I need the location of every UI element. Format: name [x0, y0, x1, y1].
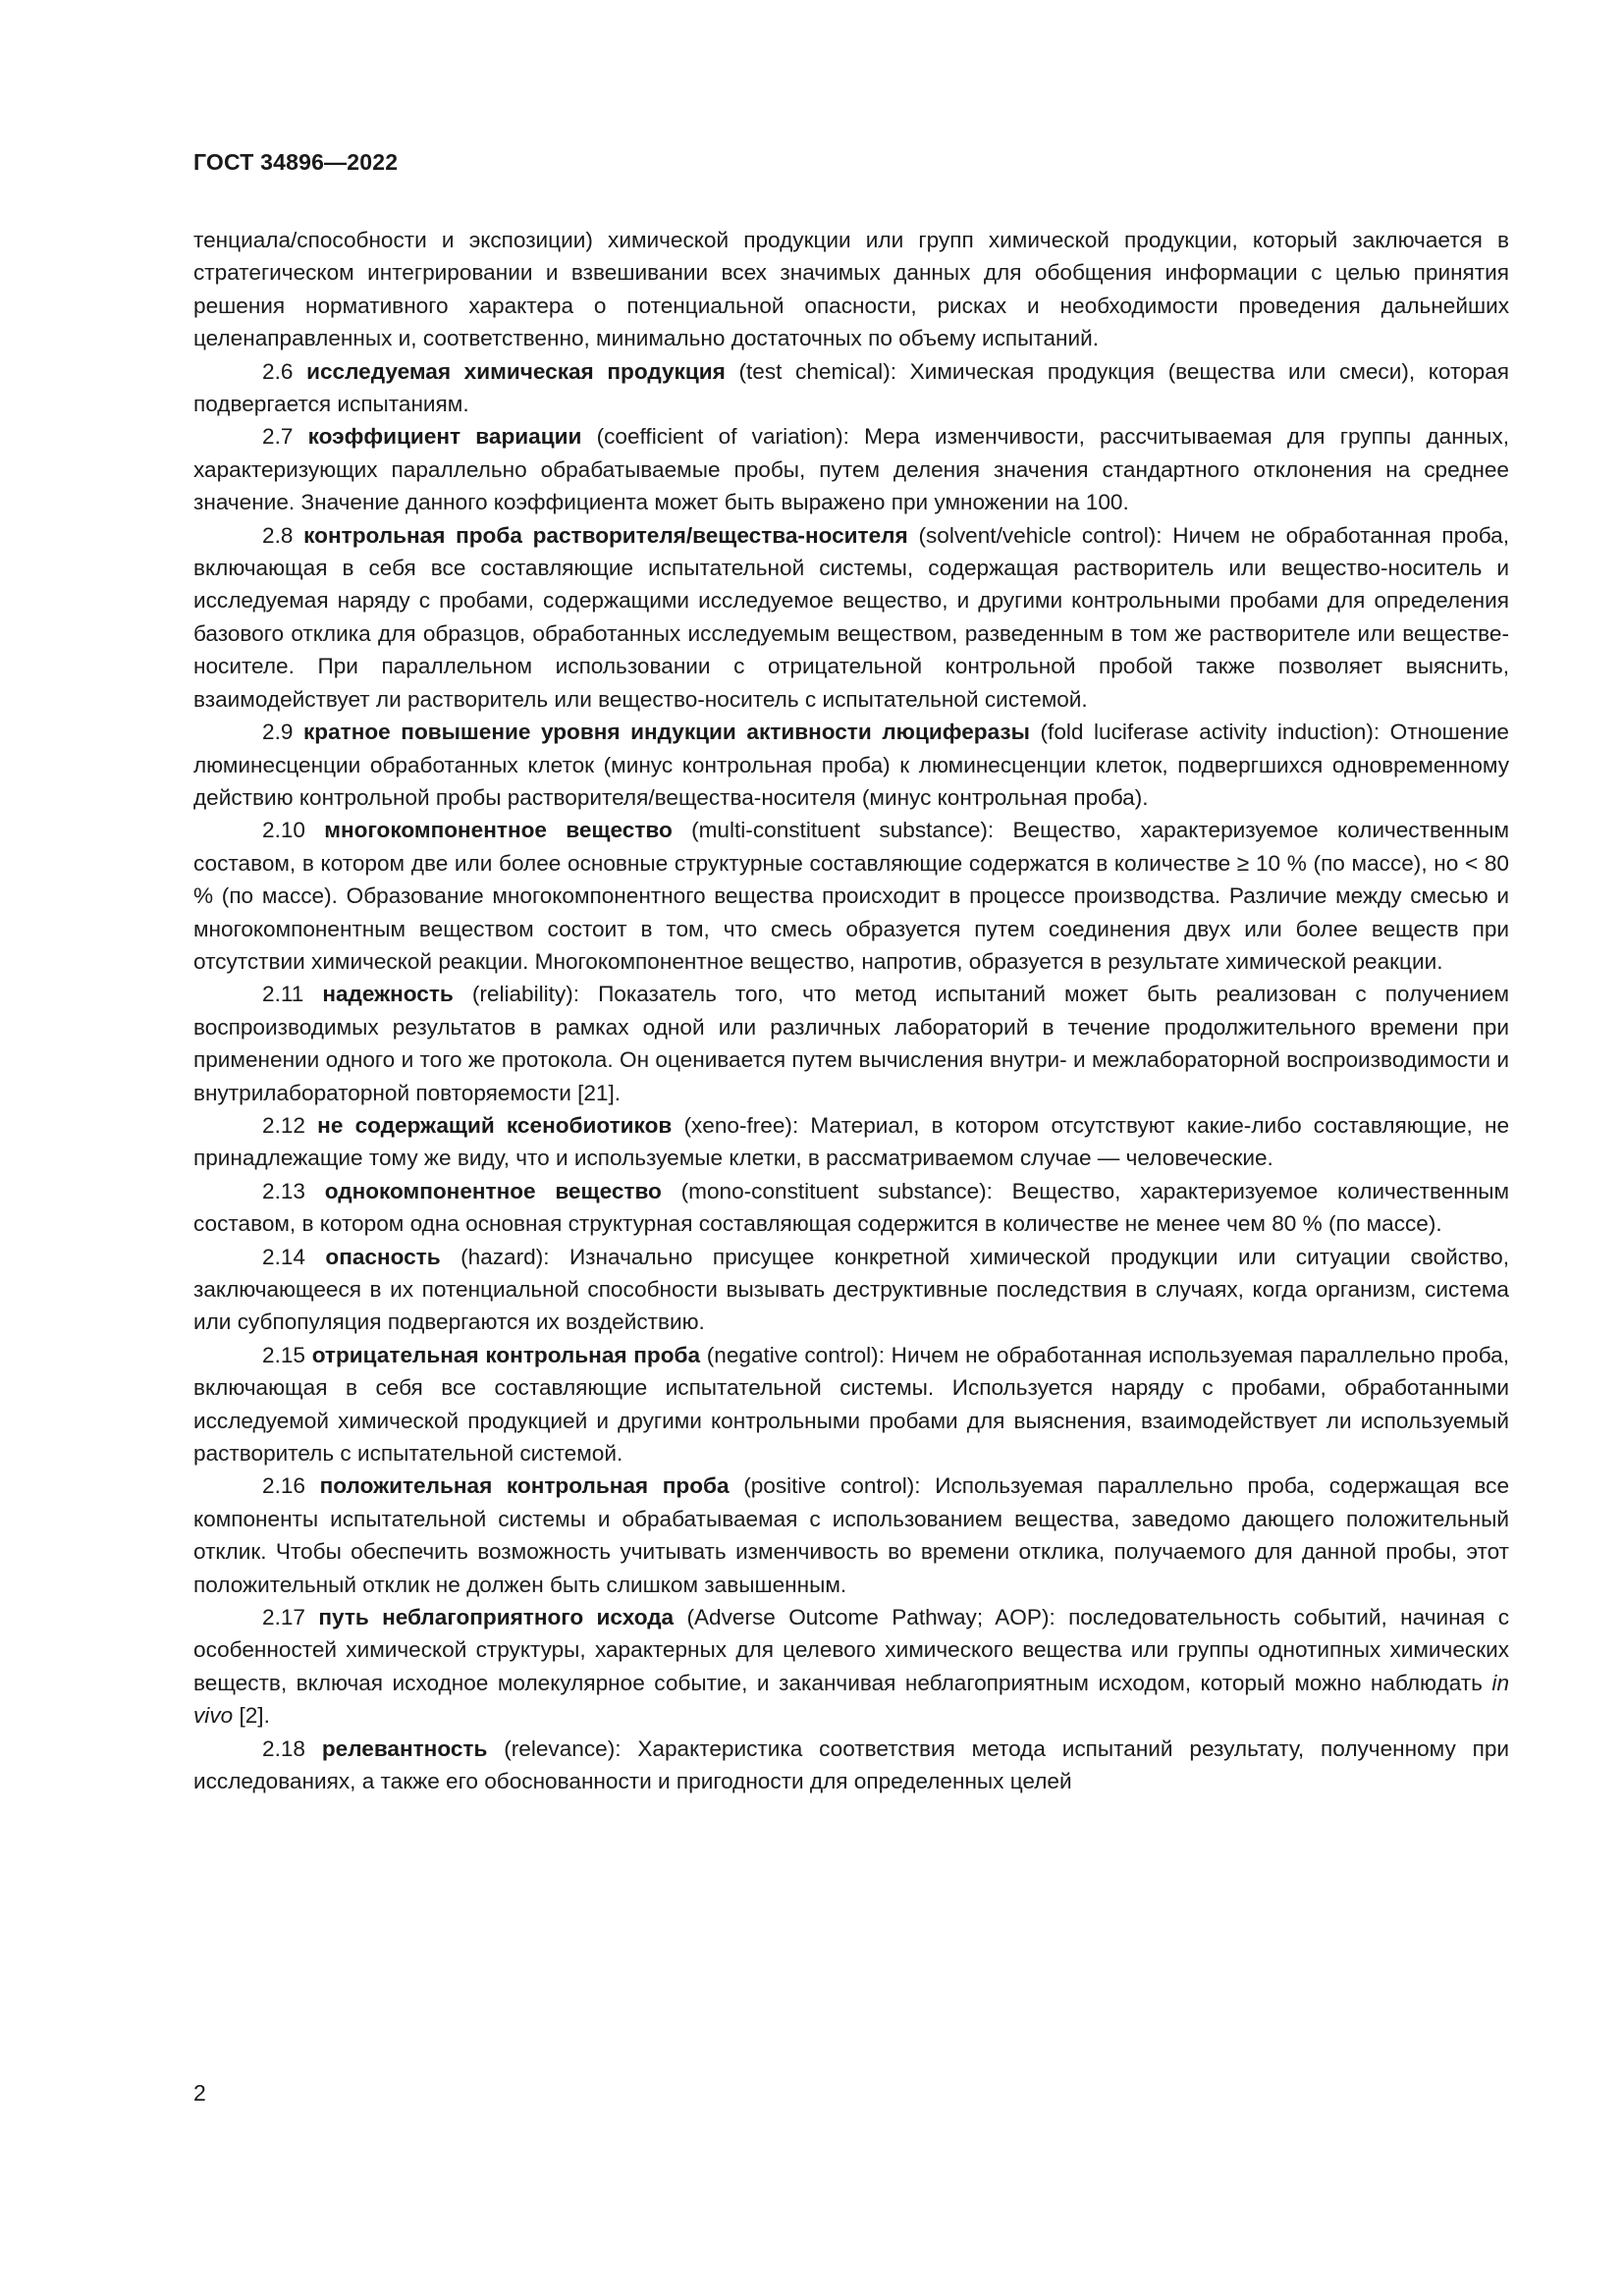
- term-title: положительная контрольная проба: [319, 1473, 730, 1499]
- term-number: 2.11: [262, 982, 304, 1007]
- term-definition: (hazard): Изначально присущее конкретной химической продукции или ситуации свойство, заключающееся в их потенциальной способности вызывать деструктивные последствия в случаях, когда организм, система или субпопуляция подвергаются их воздействию.: [193, 1244, 1510, 1335]
- term-number: 2.13: [262, 1178, 305, 1203]
- term-definition: (test chemical): Химическая продукция (вещества или смеси), которая подвергается испытаниям.: [193, 358, 1510, 417]
- term-definition: (xeno-free): Материал, в котором отсутствуют какие-либо составляющие, не принадлежащие тому же виду, что и используемые клетки, в рассматриваемом случае — человеческие.: [193, 1112, 1510, 1171]
- term-2-7: [193, 420, 1509, 518]
- term-number: 2.18: [262, 1735, 305, 1761]
- term-title: отрицательная контрольная проба: [311, 1342, 701, 1367]
- term-2-13: [193, 1175, 1509, 1241]
- term-title: релевантность: [321, 1735, 488, 1761]
- term-title: однокомпонентное вещество: [324, 1178, 662, 1203]
- page-number: 2: [193, 2080, 206, 2106]
- document-standard-header: ГОСТ 34896—2022: [193, 149, 399, 175]
- term-definition: (relevance): Характеристика соответствия метода испытаний результату, полученному при исследованиях, а также его обоснованности и пригодности для определенных целей: [193, 1735, 1510, 1794]
- term-2-15: [193, 1339, 1509, 1470]
- term-title: не содержащий ксенобиотиков: [317, 1112, 673, 1138]
- term-definition: (Adverse Outcome Pathway; AOP): последовательность событий, начиная с особенностей химической структуры, характерных для целевого химического вещества или группы однотипных химических веществ, включая исходное молекулярное событие, и заканчивая неблагоприятным исходом, который можно наблюдать: [193, 1605, 1510, 1695]
- term-definition: (coefficient of variation): Мера изменчивости, рассчитываемая для группы данных, характеризующих параллельно обрабатываемые пробы, путем деления значения стандартного отклонения на среднее значение. Значение данного коэффициента может быть выражено при умножении на 100.: [193, 424, 1509, 515]
- term-number: 2.6: [262, 358, 294, 384]
- term-title: опасность: [325, 1244, 441, 1269]
- term-number: 2.15: [262, 1342, 305, 1367]
- term-reference: [2].: [239, 1703, 270, 1729]
- term-number: 2.7: [262, 424, 294, 450]
- term-definition: (negative control): Ничем не обработанная используемая параллельно проба, включающая в себя все составляющие испытательной системы. Используется наряду с пробами, обработанными исследуемой химической продукцией и другими контрольными пробами для выяснения, взаимодействует ли используемый растворитель с испытательной системой.: [193, 1342, 1509, 1467]
- term-title: коэффициент вариации: [307, 424, 582, 450]
- term-definition: (positive control): Используемая параллельно проба, содержащая все компоненты испытательной системы и обрабатываемая с использованием вещества, заведомо дающего положительный отклик. Чтобы обеспечить возможность учитывать изменчивость во времени отклика, получаемого для данной пробы, этот положительный отклик не должен быть слишком завышенным.: [193, 1473, 1510, 1597]
- term-italic-phrase: in vivo: [193, 1670, 1510, 1729]
- term-number: 2.16: [262, 1473, 305, 1499]
- intro-paragraph: тенциала/способности и экспозиции) химической продукции или групп химической продукции, который заключается в стратегическом интегрировании и взвешивании всех значимых данных для обобщения информации с целью принятия решения нормативного характера о потенциальной опасности, рисках и необходимости проведения дальнейших целенаправленных и, соответственно, минимально достаточных по объему испытаний.: [193, 228, 1509, 351]
- term-title: кратное повышение уровня индукции активности люциферазы: [302, 720, 1030, 745]
- term-number: 2.14: [262, 1244, 305, 1269]
- term-2-9: [193, 716, 1509, 814]
- term-number: 2.9: [262, 720, 294, 745]
- term-definition: (mono-constituent substance): Вещество, характеризуемое количественным составом, в котором одна основная структурная составляющая содержится в количестве не менее чем 80 % (по массе).: [193, 1178, 1510, 1237]
- term-2-10: [193, 814, 1509, 978]
- term-2-8: [193, 519, 1509, 716]
- term-definition: (reliability): Показатель того, что метод испытаний может быть реализован с получением воспроизводимых результатов в рамках одной или различных лабораторий в течение продолжительного времени при применении одного и того же протокола. Он оценивается путем вычисления внутри- и межлабораторной воспроизводимости и внутрилабораторной повторяемости [21].: [193, 982, 1510, 1105]
- term-title: исследуемая химическая продукция: [306, 358, 726, 384]
- document-body: [193, 224, 1509, 1798]
- term-2-16: [193, 1469, 1509, 1601]
- term-2-11: [193, 978, 1509, 1109]
- term-definition: (fold luciferase activity induction): Отношение люминесценции обработанных клеток (минус контрольная проба) к люминесценции клеток, подвергшихся одновременному действию контрольной пробы растворителя/вещества-носителя (минус контрольная проба).: [193, 720, 1509, 810]
- term-2-14: [193, 1241, 1509, 1339]
- term-2-17: [193, 1601, 1509, 1733]
- term-title: путь неблагоприятного исхода: [318, 1605, 675, 1630]
- term-title: многокомпонентное вещество: [324, 818, 673, 843]
- term-number: 2.12: [262, 1112, 305, 1138]
- term-definition: (multi-constituent substance): Вещество, характеризуемое количественным составом, в котором две или более основные структурные составляющие содержатся в количестве ≥ 10 % (по массе), но < 80 % (по массе). Образование многокомпонентного вещества происходит в процессе производства. Различие между смесью и многокомпонентным веществом состоит в том, что смесь образуется путем соединения двух или более веществ при отсутствии химической реакции. Многокомпонентное вещество, напротив, образуется в результате химической реакции.: [193, 818, 1509, 974]
- term-2-6: [193, 355, 1509, 421]
- term-number: 2.8: [262, 522, 294, 548]
- term-number: 2.10: [262, 818, 305, 843]
- term-number: 2.17: [262, 1605, 305, 1630]
- term-2-18: [193, 1733, 1509, 1798]
- term-2-12: [193, 1109, 1509, 1175]
- term-title: контрольная проба растворителя/вещества-носителя: [303, 522, 908, 548]
- term-definition: (solvent/vehicle control): Ничем не обработанная проба, включающая в себя все составляющие испытательной системы, содержащая растворитель или вещество-носитель и исследуемая наряду с пробами, содержащими исследуемое вещество, и другими контрольными пробами для определения базового отклика для образцов, обработанных исследуемым веществом, разведенным в том же растворителе или веществе-носителе. При параллельном использовании с отрицательной контрольной пробой также позволяет выяснить, взаимодействует ли растворитель или вещество-носитель с испытательной системой.: [193, 522, 1510, 712]
- term-title: надежность: [322, 982, 454, 1007]
